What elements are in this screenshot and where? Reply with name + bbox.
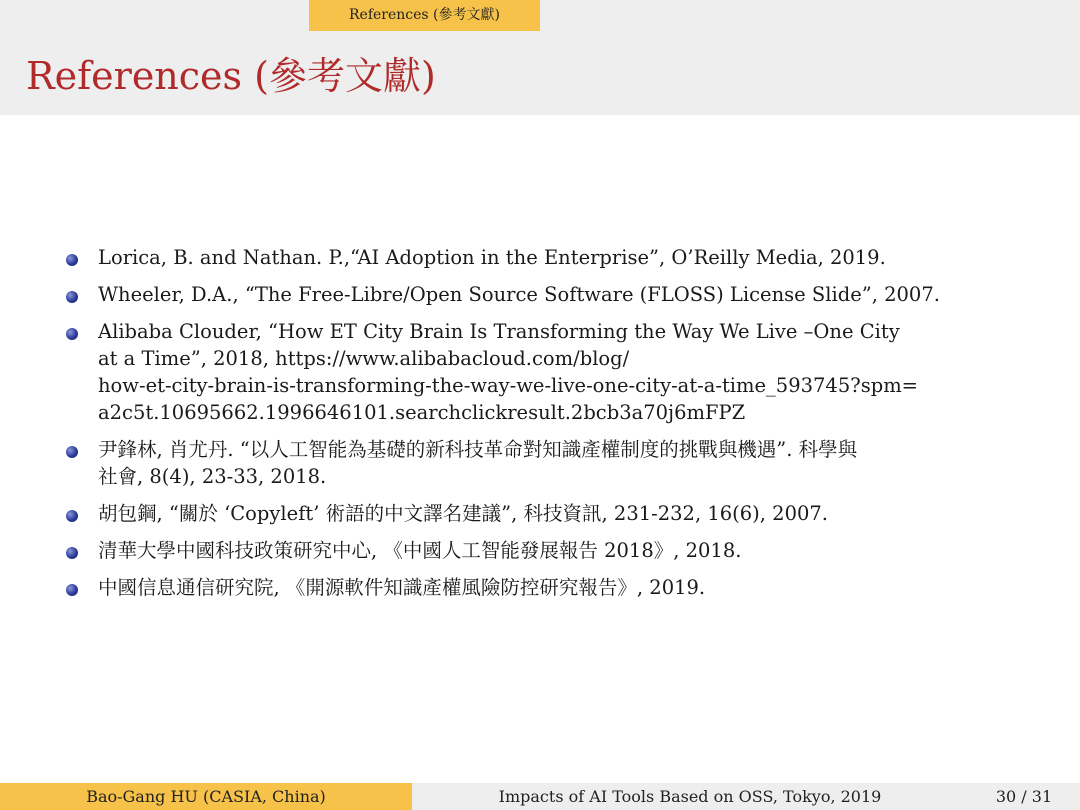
- footer-page-number: 30 / 31: [968, 783, 1080, 810]
- reference-line: 社會, 8(4), 23-33, 2018.: [98, 465, 327, 488]
- reference-item: [64, 244, 1054, 271]
- section-tab[interactable]: References (參考文獻): [309, 0, 540, 31]
- bullet-icon: [66, 547, 78, 559]
- reference-line: Alibaba Clouder, “How ET City Brain Is Transforming the Way We Live –One City: [98, 320, 900, 343]
- references-list: [64, 244, 1054, 611]
- reference-url-line: a2c5t.10695662.1996646101.searchclickresult.2bcb3a70j6mFPZ: [98, 401, 746, 424]
- reference-line: 胡包鋼, “關於 ‘Copyleft’ 術語的中文譯名建議”, 科技資訊, 231-232, 16(6), 2007.: [98, 502, 828, 525]
- reference-item: [64, 281, 1054, 308]
- bullet-icon: [66, 254, 78, 266]
- reference-line: 中國信息通信研究院, 《開源軟件知識產權風險防控研究報告》, 2019.: [98, 576, 706, 599]
- bullet-icon: [66, 584, 78, 596]
- reference-item: [64, 574, 1054, 601]
- reference-line: 尹鋒林, 肖尤丹. “以人工智能為基礎的新科技革命對知識產權制度的挑戰與機遇”. 科學與: [98, 438, 858, 461]
- reference-item: [64, 436, 1054, 490]
- bullet-icon: [66, 510, 78, 522]
- bullet-icon: [66, 291, 78, 303]
- reference-url-line: how-et-city-brain-is-transforming-the-way-we-live-one-city-at-a-time_593745?spm=: [98, 374, 919, 397]
- title-bar: [0, 31, 1080, 115]
- reference-line: Lorica, B. and Nathan. P.,“AI Adoption in the Enterprise”, O’Reilly Media, 2019.: [98, 246, 886, 269]
- bullet-icon: [66, 446, 78, 458]
- reference-item: [64, 500, 1054, 527]
- top-navigation-bar: [0, 0, 1080, 31]
- slide-title: References (參考文獻): [26, 54, 436, 98]
- reference-item: [64, 537, 1054, 564]
- footer-bar: [0, 783, 1080, 810]
- footer-talk-title: Impacts of AI Tools Based on OSS, Tokyo, 2019: [412, 783, 968, 810]
- footer-author: Bao-Gang HU (CASIA, China): [0, 783, 412, 810]
- reference-line: Wheeler, D.A., “The Free-Libre/Open Source Software (FLOSS) License Slide”, 2007.: [98, 283, 940, 306]
- bullet-icon: [66, 328, 78, 340]
- reference-item: [64, 318, 1054, 426]
- reference-line: 清華大學中國科技政策研究中心, 《中國人工智能發展報告 2018》, 2018.: [98, 539, 742, 562]
- reference-line: at a Time”, 2018, https://www.alibabacloud.com/blog/: [98, 347, 630, 370]
